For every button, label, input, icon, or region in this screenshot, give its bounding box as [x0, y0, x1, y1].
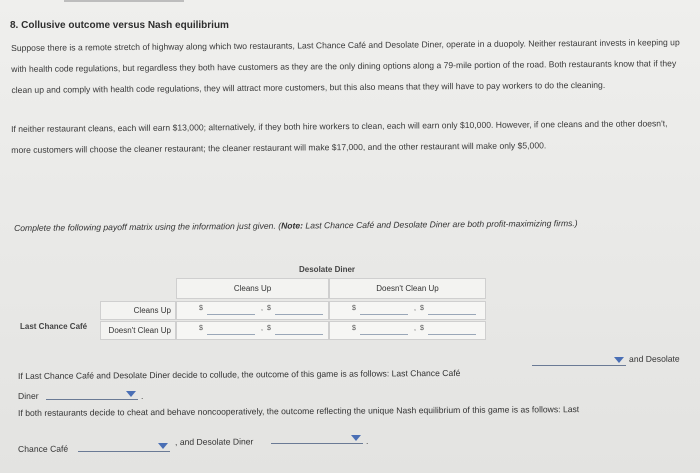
column-header-doesnt-clean-up: Doesn't Clean Up — [329, 278, 486, 299]
payoff-input-last-chance[interactable] — [207, 314, 255, 315]
collude-period: . — [141, 390, 144, 401]
row-header-doesnt-clean-up: Doesn't Clean Up — [100, 321, 176, 340]
chevron-down-icon — [351, 435, 361, 441]
payoff-input-desolate[interactable] — [428, 314, 476, 315]
divider — [64, 0, 184, 2]
payoff-paragraph: If neither restaurant cleans, each will earn $13,000; alternatively, if they both hire workers to clean, each will earn only $10,000. However, if one cleans and the other doesn't, more customers will choose the cleaner restaurant; the cleaner restaurant will make $17,000, and the other restaurant will make only $5,000. — [11, 118, 668, 155]
chevron-down-icon — [614, 357, 624, 363]
collude-question-text: If Last Chance Café and Desolate Diner decide to collude, the outcome of this game is as follows: Last Chance Café — [18, 367, 461, 381]
payoff-input-last-chance[interactable] — [360, 334, 408, 335]
nash-question-text: If both restaurants decide to cheat and behave noncooperatively, the outcome reflecting the unique Nash equilibrium of this game is as follows: Last — [18, 404, 580, 418]
payoff-cell-cleans-doesnt — [329, 301, 486, 320]
currency-symbol: $ — [199, 325, 203, 332]
payoff-separator: , — [261, 305, 263, 312]
row-header-cleans-up: Cleans Up — [100, 301, 176, 320]
currency-symbol: $ — [267, 305, 271, 312]
payoff-cell-doesnt-doesnt — [329, 321, 486, 340]
column-header-cleans-up: Cleans Up — [176, 278, 329, 299]
nash-and-desolate-text: , and Desolate Diner — [175, 436, 254, 447]
nash-chance-cafe-text: Chance Café — [18, 443, 69, 454]
nash-desolate-dropdown[interactable] — [271, 434, 363, 444]
instruction-text — [14, 218, 578, 233]
note-label: Note: — [281, 220, 304, 231]
scenario-paragraph: Suppose there is a remote stretch of highway along which two restaurants, Last Chance Café and Desolate Diner, operate in a duopoly. Neither restaurant invests in keeping up with health code regulations, but regardless they both have customers as they are the only dining options along a 79-mile portion of the road. Both restaurants know that if they clean up and comply with health code regulations, they will attract more customers, but this also means that they will have to pay workers to do the cleaning. — [11, 37, 680, 95]
payoff-input-desolate[interactable] — [428, 334, 476, 335]
payoff-separator: , — [414, 305, 416, 312]
collude-and-desolate-text: and Desolate — [629, 353, 680, 364]
left-player-label: Last Chance Café — [20, 322, 88, 331]
currency-symbol: $ — [420, 305, 424, 312]
currency-symbol: $ — [352, 305, 356, 312]
payoff-matrix — [100, 278, 490, 338]
top-player-label: Desolate Diner — [299, 265, 356, 274]
payoff-separator: , — [261, 325, 263, 332]
payoff-separator: , — [414, 325, 416, 332]
chevron-down-icon — [126, 391, 136, 397]
nash-last-chance-dropdown[interactable] — [78, 442, 170, 452]
payoff-cell-doesnt-cleans — [176, 321, 329, 340]
payoff-input-last-chance[interactable] — [207, 334, 255, 335]
payoff-cell-cleans-cleans — [176, 301, 329, 320]
collude-diner-text: Diner — [18, 390, 39, 401]
collude-last-chance-dropdown[interactable] — [532, 356, 626, 366]
question-title: 8. Collusive outcome versus Nash equilibrium — [10, 20, 229, 31]
instruction-note: Last Chance Café and Desolate Diner are both profit-maximizing firms.) — [302, 218, 578, 231]
currency-symbol: $ — [199, 305, 203, 312]
currency-symbol: $ — [420, 325, 424, 332]
payoff-input-last-chance[interactable] — [360, 314, 408, 315]
collude-desolate-dropdown[interactable] — [46, 390, 138, 400]
payoff-input-desolate[interactable] — [275, 314, 323, 315]
instruction-prefix: Complete the following payoff matrix using the information just given. ( — [14, 220, 282, 233]
currency-symbol: $ — [352, 325, 356, 332]
payoff-input-desolate[interactable] — [275, 334, 323, 335]
chevron-down-icon — [158, 443, 168, 449]
currency-symbol: $ — [267, 325, 271, 332]
nash-period: . — [366, 435, 369, 446]
